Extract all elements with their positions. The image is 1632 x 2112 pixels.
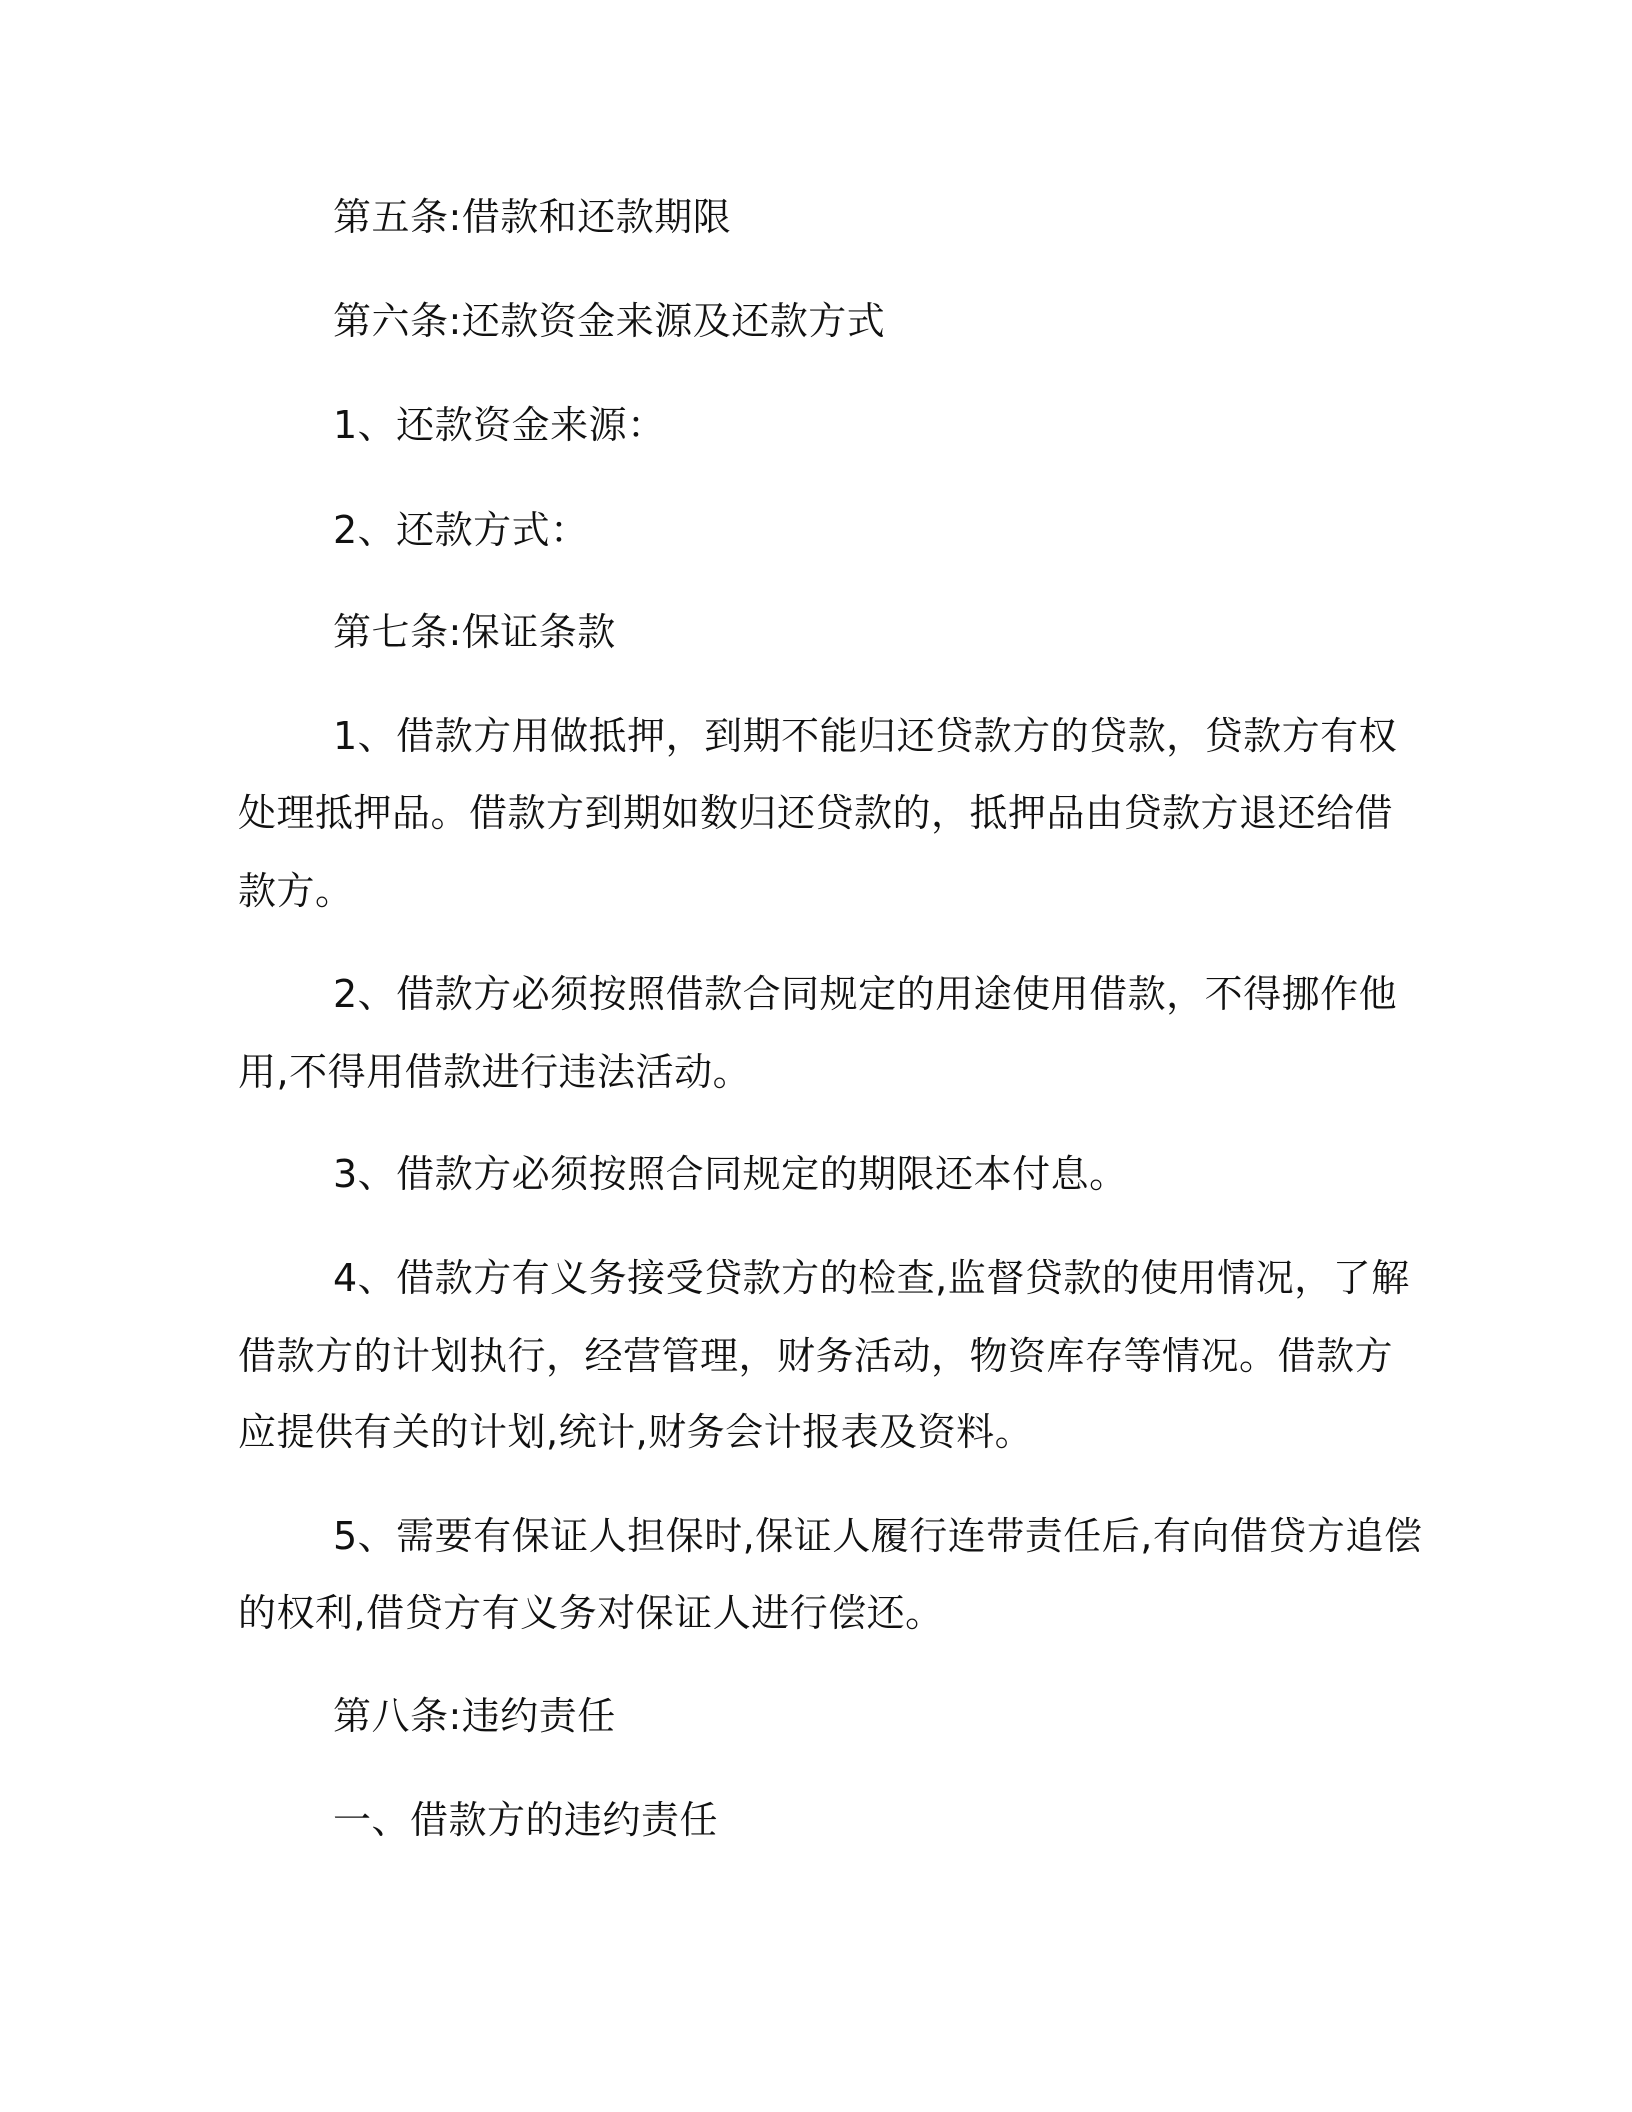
clause-2-line-2: 用,不得用借款进行违法活动。 [238,1050,752,1094]
article-7-heading: 第七条:保证条款 [333,610,616,654]
clause-4-line-2: 借款方的计划执行，经营管理，财务活动，物资库存等情况。借款方 [238,1334,1394,1378]
article-8-heading: 第八条:违约责任 [333,1694,616,1738]
article-5-heading: 第五条:借款和还款期限 [333,195,732,239]
clause-5-line-2: 的权利,借贷方有义务对保证人进行偿还。 [238,1591,944,1635]
clause-1-line-1: 1、借款方用做抵押，到期不能归还贷款方的贷款，贷款方有权 [333,714,1398,758]
clause-1-line-3: 款方。 [238,869,354,913]
borrower-liability-heading: 一、借款方的违约责任 [333,1798,719,1842]
clause-3-line-1: 3、借款方必须按照合同规定的期限还本付息。 [333,1152,1128,1196]
clause-4-line-3: 应提供有关的计划,统计,财务会计报表及资料。 [238,1410,1034,1454]
clause-2-line-1: 2、借款方必须按照借款合同规定的用途使用借款，不得挪作他 [333,972,1398,1016]
clause-5-line-1: 5、需要有保证人担保时,保证人履行连带责任后,有向借贷方追偿 [333,1514,1423,1558]
clause-1-line-2: 处理抵押品。借款方到期如数归还贷款的，抵押品由贷款方退还给借 [238,791,1394,835]
repayment-method-item: 2、还款方式： [333,508,589,552]
article-6-heading: 第六条:还款资金来源及还款方式 [333,299,886,343]
repayment-source-item: 1、还款资金来源： [333,403,666,447]
clause-4-line-1: 4、借款方有义务接受贷款方的检查,监督贷款的使用情况，了解 [333,1256,1410,1300]
